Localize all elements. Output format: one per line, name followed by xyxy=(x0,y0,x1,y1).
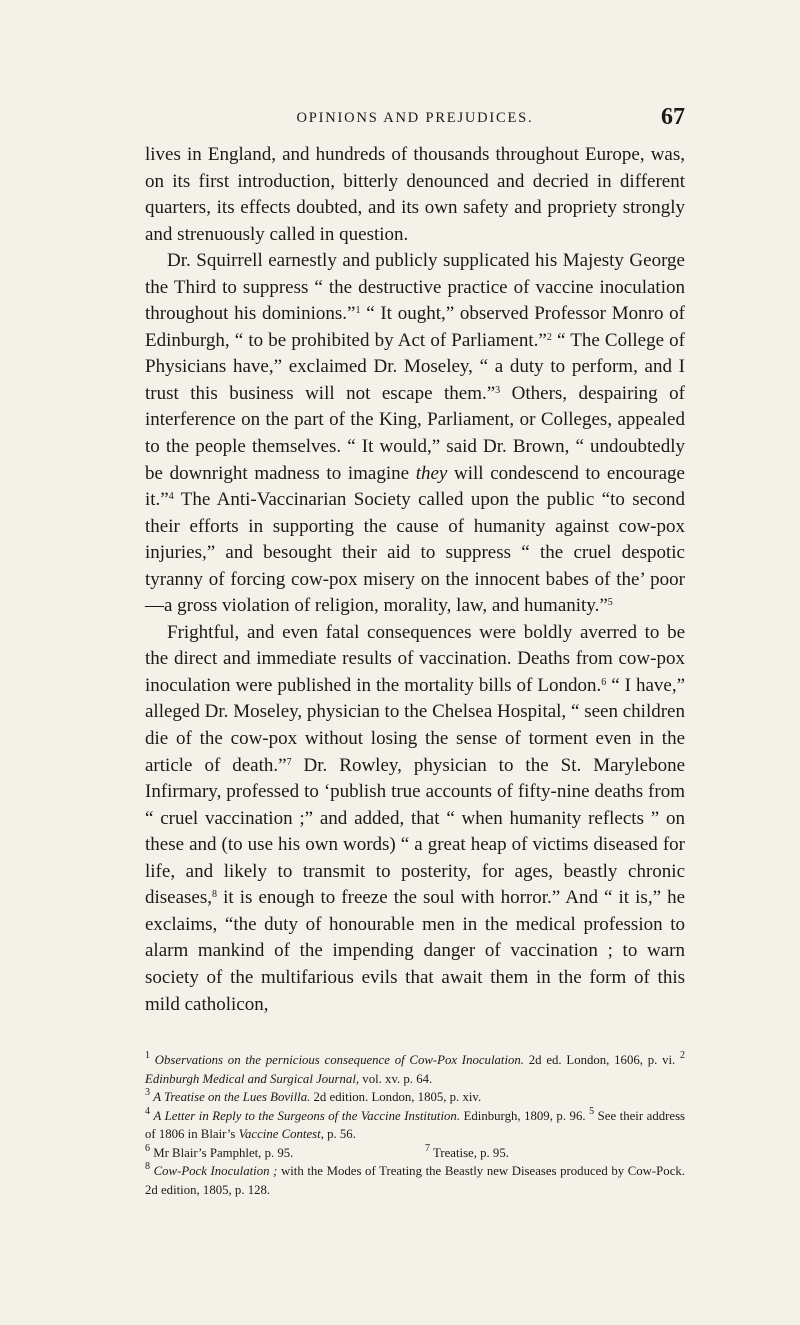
footnote-ref: 1 xyxy=(355,305,361,317)
emphasis: they xyxy=(415,462,448,484)
footnote-ref: 7 xyxy=(286,756,292,768)
footnotes xyxy=(145,1051,685,1199)
paragraph-1: lives in England, and hundreds of thousands throughout Europe, was, on its first introduction, bitterly denounced and decried in different quarters, its effects doubted, and its own safety and propriety strongly and strenuously called in question. xyxy=(145,144,685,245)
footnote-ref: 6 xyxy=(601,676,607,688)
footnote-1: $^1$ Observations on the pernicious consequence of Cow-Pox Inoculation. 2d ed. London, 1606, p. vi. $^2$ Edinburgh Medical and Surgical Journal, vol. xv. p. 64. xyxy=(145,1050,686,1086)
footnote-ref: 5 xyxy=(607,597,613,609)
footnote-3: $^3$ A Treatise on the Lues Bovilla. 2d edition. London, 1805, p. xiv. xyxy=(145,1087,482,1104)
footnote-8: $^8$ Cow-Pock Inoculation ; with the Modes of Treating the Beastly new Diseases produced by Cow-Pock. 2d edition, 1805, p. 128. xyxy=(145,1161,685,1197)
footnote-6-7 xyxy=(145,1144,685,1163)
footnote-ref: 4 xyxy=(168,491,174,503)
footnote-ref: 8 xyxy=(212,889,218,901)
body-text xyxy=(145,142,685,1018)
page-number: 67 xyxy=(661,104,685,130)
footnote-ref: 2 xyxy=(546,331,552,343)
footnote-6: $^6$ Mr Blair’s Pamphlet, p. 95. xyxy=(145,1142,294,1160)
running-title: OPINIONS AND PREJUDICES. xyxy=(296,110,534,126)
footnote-7: $^7$ Treatise, p. 95. xyxy=(425,1142,509,1160)
paragraph-2: Dr. Squirrell earnestly and publicly supplicated his Majesty George the Third to suppress “ the destructive practice of vaccine inoculation throughout his dominions.”$^1$ “ It ought,” observed Professor Monro of Edinburgh, “ to be prohibited by Act of Parliament.”$^2$ “ The College of Physicians have,” exclaimed Dr. Moseley, “ a duty to perform, and I trust this business will not escape them.”$^3$ Others, despairing of interference on the part of the King, Parliament, or Colleges, appealed to the people themselves. “ It would,” said Dr. Brown, “ undoubtedly be downright madness to imagine they will condescend to encourage it.”$^4$ The Anti-Vaccinarian Society called upon the public “to second their efforts in supporting the cause of humanity against cow-pox injuries,” and besought their aid to suppress “ the cruel despotic tyranny of forcing cow-pox misery on the innocent babes of the’ poor—a gross violation of religion, morality, law, and humanity.”$^5$ xyxy=(145,250,685,617)
running-head xyxy=(145,104,685,134)
paragraph-3: Frightful, and even fatal consequences were boldly averred to be the direct and immediate results of vaccination. Deaths from cow-pox inoculation were published in the mortality bills of London.$^6$ “ I have,” alleged Dr. Moseley, physician to the Chelsea Hospital, “ seen children die of the cow-pox without losing the sense of torment even in the article of death.”$^7$ Dr. Rowley, physician to the St. Marylebone Infirmary, professed to ‘publish true accounts of fifty-nine deaths from “ cruel vaccination ;” and added, that “ when humanity reflects ” on these and (to use his own words) “ a great heap of victims diseased for life, and likely to transmit to posterity, for ages, beastly chronic diseases,$^8$ it is enough to freeze the soul with horror.” And “ it is,” he exclaims, “the duty of honourable men in the medical profession to alarm mankind of the impending danger of vaccination ; to warn society of the multifarious evils that await them in the form of this mild catholicon, xyxy=(145,621,686,1015)
footnote-ref: 3 xyxy=(495,384,501,396)
footnote-4: $^4$ A Letter in Reply to the Surgeons of the Vaccine Institution. Edinburgh, 1809, p. 96. $^5$ See their address of 1806 in Blair’s Vaccine Contest, p. 56. xyxy=(145,1105,686,1141)
